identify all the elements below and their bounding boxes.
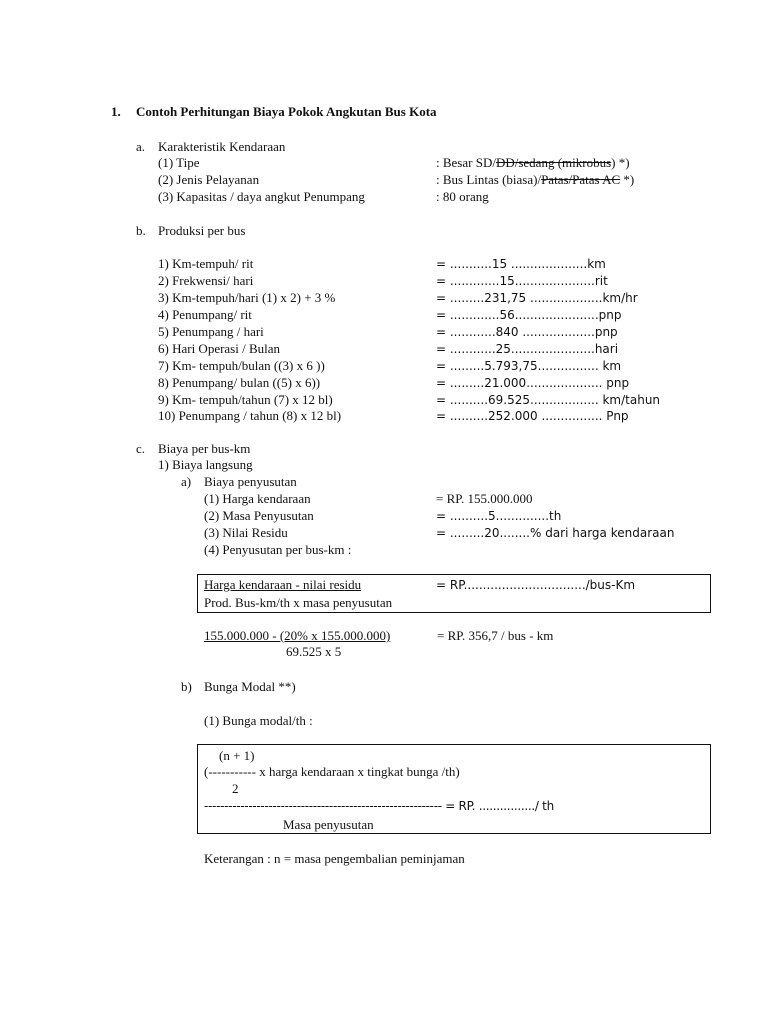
jenis-struck-text: Patas/Patas AC	[541, 172, 621, 187]
biaya-penyusutan-heading: Biaya penyusutan	[204, 474, 297, 489]
bunga-formula-line: 2	[232, 781, 239, 796]
produksi-row-label: 7) Km- tempuh/bulan ((3) x 6 ))	[158, 358, 325, 373]
penyusutan-row-label: (2) Masa Penyusutan	[204, 508, 314, 523]
tipe-value-part2: ) *)	[611, 155, 630, 170]
bunga-formula-line: Masa penyusutan	[283, 817, 374, 832]
produksi-row-value: = .........21.000.................... pnp	[436, 376, 630, 390]
tipe-value	[436, 155, 630, 171]
jenis-value-part2: *)	[620, 172, 635, 187]
produksi-row-value: = ............840 ...................pnp	[436, 325, 618, 339]
produksi-row-value: = ............25......................hari	[436, 342, 619, 356]
tipe-label: (1) Tipe	[158, 155, 200, 170]
produksi-row-value: = ...........15 ....................km	[436, 257, 606, 271]
produksi-row-label: 4) Penumpang/ rit	[158, 307, 252, 322]
calc-denominator: 69.525 x 5	[286, 644, 342, 659]
bunga-formula-box	[197, 744, 711, 834]
subsection-b-label: b)	[181, 679, 192, 694]
jenis-pelayanan-label: (2) Jenis Pelayanan	[158, 172, 260, 187]
kapasitas-value: : 80 orang	[436, 189, 489, 204]
section-c-label: c.	[136, 441, 146, 456]
bunga-formula-line: ----------------------------------------------------------- = RP. ................/ th	[204, 799, 554, 813]
section-number: 1.	[111, 104, 121, 119]
jenis-value-part1: : Bus Lintas (biasa)/	[436, 172, 542, 187]
bunga-formula-line: (----------- x harga kendaraan x tingkat bunga /th)	[204, 764, 460, 779]
produksi-row-label: 10) Penumpang / tahun (8) x 12 bl)	[158, 408, 342, 423]
formula-denominator: Prod. Bus-km/th x masa penyusutan	[204, 595, 393, 610]
produksi-row-value: = ..........69.525.................. km/tahun	[436, 393, 661, 407]
bunga-modal-per-tahun-label: (1) Bunga modal/th :	[204, 713, 313, 728]
calc-result: = RP. 356,7 / bus - km	[437, 628, 554, 643]
section-a-heading: Karakteristik Kendaraan	[158, 139, 286, 154]
produksi-row-label: 1) Km-tempuh/ rit	[158, 256, 254, 271]
tipe-value-part1: : Besar SD/	[436, 155, 496, 170]
penyusutan-row-value: = ..........5..............th	[436, 509, 562, 523]
section-a-label: a.	[136, 139, 146, 154]
bunga-modal-heading: Bunga Modal **)	[204, 679, 296, 694]
calc-numerator: 155.000.000 - (20% x 155.000.000)	[204, 628, 391, 643]
penyusutan-row-label: (4) Penyusutan per bus-km :	[204, 542, 352, 557]
subsection-a-label: a)	[181, 474, 192, 489]
produksi-row-value: = ..........252.000 ................ Pnp	[436, 409, 629, 423]
produksi-row-label: 5) Penumpang / hari	[158, 324, 264, 339]
penyusutan-row-value: = RP. 155.000.000	[436, 491, 533, 506]
biaya-langsung-heading: 1) Biaya langsung	[158, 457, 253, 472]
produksi-row-label: 6) Hari Operasi / Bulan	[158, 341, 281, 356]
section-b-heading: Produksi per bus	[158, 223, 246, 238]
produksi-row-value: = .........5.793,75................ km	[436, 359, 622, 373]
section-b-label: b.	[136, 223, 146, 238]
formula-result: = RP................................/bus-Km	[436, 578, 636, 592]
penyusutan-row-label: (3) Nilai Residu	[204, 525, 288, 540]
produksi-row-label: 9) Km- tempuh/tahun (7) x 12 bl)	[158, 392, 333, 407]
produksi-row-value: = .........231,75 ...................km/hr	[436, 291, 638, 305]
produksi-row-label: 2) Frekwensi/ hari	[158, 273, 254, 288]
produksi-row-label: 8) Penumpang/ bulan ((5) x 6))	[158, 375, 321, 390]
penyusutan-row-label: (1) Harga kendaraan	[204, 491, 311, 506]
kapasitas-label: (3) Kapasitas / daya angkut Penumpang	[158, 189, 365, 204]
produksi-row-value: = .............15.....................rit	[436, 274, 608, 288]
page-title: Contoh Perhitungan Biaya Pokok Angkutan Bus Kota	[136, 104, 437, 119]
keterangan-note: Keterangan : n = masa pengembalian peminjaman	[204, 851, 465, 866]
penyusutan-row-value: = .........20........% dari harga kendaraan	[436, 526, 675, 540]
bunga-formula-line: (n + 1)	[219, 748, 255, 763]
jenis-pelayanan-value	[436, 172, 634, 188]
tipe-struck-text: DD/sedang (mikrobus	[495, 155, 612, 170]
section-c-heading: Biaya per bus-km	[158, 441, 251, 456]
produksi-row-label: 3) Km-tempuh/hari (1) x 2) + 3 %	[158, 290, 336, 305]
formula-numerator: Harga kendaraan - nilai residu	[204, 577, 362, 592]
produksi-row-value: = .............56......................pnp	[436, 308, 622, 322]
